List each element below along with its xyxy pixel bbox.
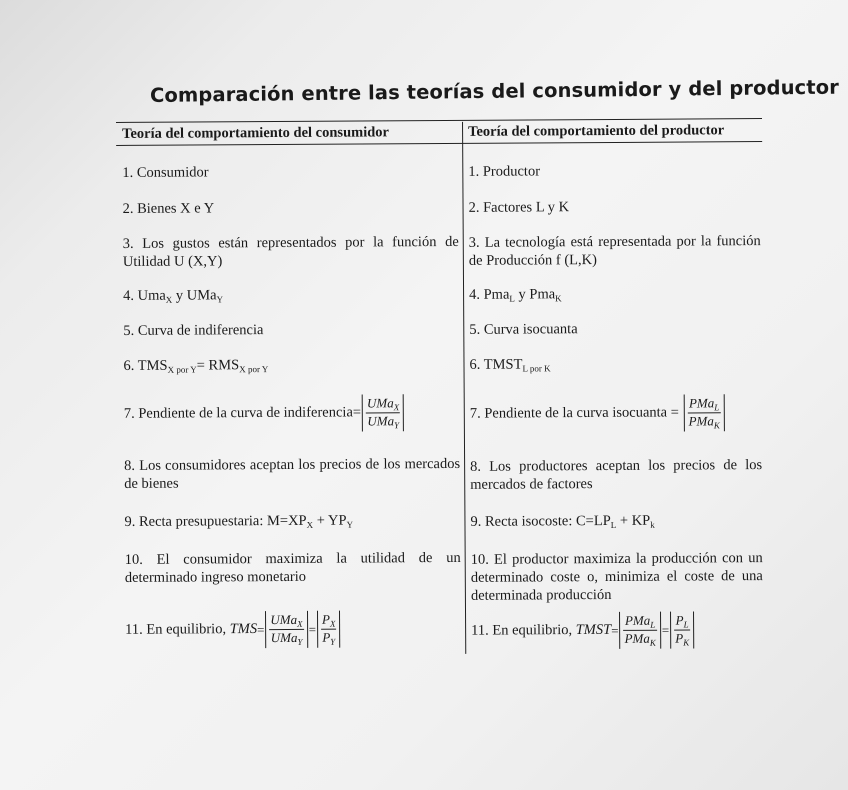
producer-row-3: 3. La tecnología está representada por la función de Producción f (L,K) <box>468 233 761 269</box>
consumer-equilibrium-fraction-2 <box>317 611 341 648</box>
producer-row-9 <box>470 511 762 532</box>
producer-row-1: 1. Productor <box>468 163 541 180</box>
denominator-text: UMa <box>367 413 395 429</box>
comparison-table <box>116 116 765 656</box>
denominator-text: PMa <box>688 413 714 429</box>
denominator-sub: K <box>683 637 690 648</box>
consumer-row-9-text-b: + YP <box>313 512 347 529</box>
producer-row-4-text-a: 4. Pma <box>469 286 510 303</box>
producer-row-11 <box>471 611 763 650</box>
consumer-row-10: 10. El consumidor maximiza la utilidad de un determinado ingreso monetario <box>124 549 461 586</box>
consumer-row-9-sub-2: Y <box>346 519 354 530</box>
numerator-text: P <box>321 611 330 627</box>
denominator-sub: Y <box>330 636 336 647</box>
consumer-row-7 <box>124 394 460 433</box>
producer-row-6-sub-1: L por K <box>522 363 551 374</box>
numerator-sub: L <box>714 402 720 413</box>
producer-row-5: 5. Curva isocuanta <box>469 321 578 338</box>
consumer-row-8: 8. Los consumidores aceptan los precios de los mercados de bienes <box>124 455 461 492</box>
denominator-text: P <box>322 629 331 645</box>
producer-row-4-sub-1: L <box>509 293 515 304</box>
consumer-row-1: 1. Consumidor <box>122 164 209 181</box>
numerator-sub: L <box>683 619 689 630</box>
producer-row-11-var: TMST <box>575 621 612 639</box>
consumer-row-11 <box>125 610 461 649</box>
equals-sign: = <box>611 622 619 638</box>
denominator-text: P <box>675 630 684 646</box>
consumer-row-9-text-a: 9. Recta presupuestaria: M=XP <box>124 512 307 530</box>
consumer-row-4-sub-2: Y <box>216 294 224 305</box>
fraction-denominator <box>269 630 303 647</box>
denominator-text: PMa <box>624 630 650 646</box>
producer-row-10: 10. El productor maximiza la producción con un determinado coste o, minimiza el coste de una determinada producción <box>470 550 763 604</box>
producer-row-4 <box>469 284 761 305</box>
producer-row-9-text-b: + KP <box>616 512 651 529</box>
fraction-numerator <box>366 395 400 413</box>
consumer-equilibrium-fraction-1 <box>265 611 307 648</box>
numerator-sub: X <box>329 618 336 629</box>
fraction-numerator <box>321 612 337 630</box>
consumer-row-6-text-b: = RMS <box>196 357 240 374</box>
producer-equilibrium-fraction-1 <box>619 612 661 649</box>
equals-sign: = <box>661 622 670 638</box>
producer-row-7 <box>470 394 762 433</box>
producer-slope-fraction <box>683 394 725 431</box>
numerator-sub: X <box>297 618 303 629</box>
consumer-row-4 <box>123 285 459 306</box>
producer-equilibrium-fraction-2 <box>670 611 694 648</box>
equals-sign: = <box>308 621 317 637</box>
producer-row-9-sub-2: k <box>650 519 655 530</box>
consumer-slope-fraction <box>362 394 404 431</box>
producer-row-4-text-b: y Pma <box>514 286 556 303</box>
consumer-row-9 <box>124 511 460 532</box>
consumer-row-11-var: TMS <box>229 620 258 638</box>
consumer-row-6-text-a: 6. TMS <box>123 357 168 374</box>
consumer-row-4-sub-1: X <box>165 294 173 305</box>
producer-row-6 <box>469 354 761 375</box>
producer-row-9-sub-1: L <box>610 519 617 530</box>
page-title: Comparación entre las teorías del consumidor y del productor <box>149 75 840 107</box>
fraction-denominator <box>321 630 337 647</box>
producer-row-7-text: 7. Pendiente de la curva isocuanta = <box>469 404 683 422</box>
numerator-sub: L <box>650 619 656 630</box>
numerator-text: UMa <box>270 611 298 628</box>
consumer-row-3: 3. Los gustos están representados por la función de Utilidad U (X,Y) <box>122 233 459 270</box>
fraction-numerator <box>623 613 656 631</box>
fraction-numerator <box>674 613 690 631</box>
fraction-numerator <box>687 395 720 413</box>
fraction-denominator <box>366 413 400 430</box>
fraction-numerator <box>269 612 303 630</box>
consumer-row-2: 2. Bienes X e Y <box>122 200 215 217</box>
consumer-row-6-sub-1: X por Y <box>167 364 197 375</box>
consumer-row-5: 5. Curva de indiferencia <box>123 322 264 339</box>
numerator-text: PMa <box>688 395 715 411</box>
fraction-denominator <box>624 631 657 648</box>
producer-row-6-text-a: 6. TMST <box>469 356 523 373</box>
producer-row-11-text: 11. En equilibrio, <box>471 622 576 639</box>
denominator-sub: Y <box>394 420 400 431</box>
fraction-denominator <box>688 413 721 430</box>
consumer-row-9-sub-1: X <box>306 519 314 530</box>
consumer-row-7-text: 7. Pendiente de la curva de indiferencia= <box>123 404 362 422</box>
denominator-sub: K <box>713 420 720 431</box>
numerator-text: PMa <box>624 612 651 628</box>
fraction-denominator <box>674 631 690 648</box>
denominator-sub: Y <box>297 636 303 647</box>
consumer-row-6-sub-2: X por Y <box>239 364 269 375</box>
denominator-text: UMa <box>270 629 298 646</box>
consumer-row-6 <box>123 355 459 376</box>
numerator-text: P <box>675 612 684 628</box>
producer-row-9-text-a: 9. Recta isocoste: C=LP <box>470 512 611 530</box>
table-column-divider <box>462 122 466 654</box>
producer-column-header: Teoría del comportamiento del productor <box>468 122 725 140</box>
denominator-sub: K <box>649 637 656 648</box>
consumer-row-11-text: 11. En equilibrio, <box>125 621 230 638</box>
consumer-row-4-text-b: y UMa <box>172 287 217 304</box>
producer-row-2: 2. Factores L y K <box>468 199 570 216</box>
consumer-row-4-text-a: 4. Uma <box>123 287 166 304</box>
numerator-text: UMa <box>366 395 394 411</box>
producer-row-4-sub-2: K <box>555 293 562 304</box>
consumer-column-header: Teoría del comportamiento del consumidor <box>122 124 390 142</box>
equals-sign: = <box>257 621 265 637</box>
numerator-sub: X <box>393 402 400 413</box>
producer-row-8: 8. Los productores aceptan los precios de los mercados de factores <box>470 457 763 493</box>
